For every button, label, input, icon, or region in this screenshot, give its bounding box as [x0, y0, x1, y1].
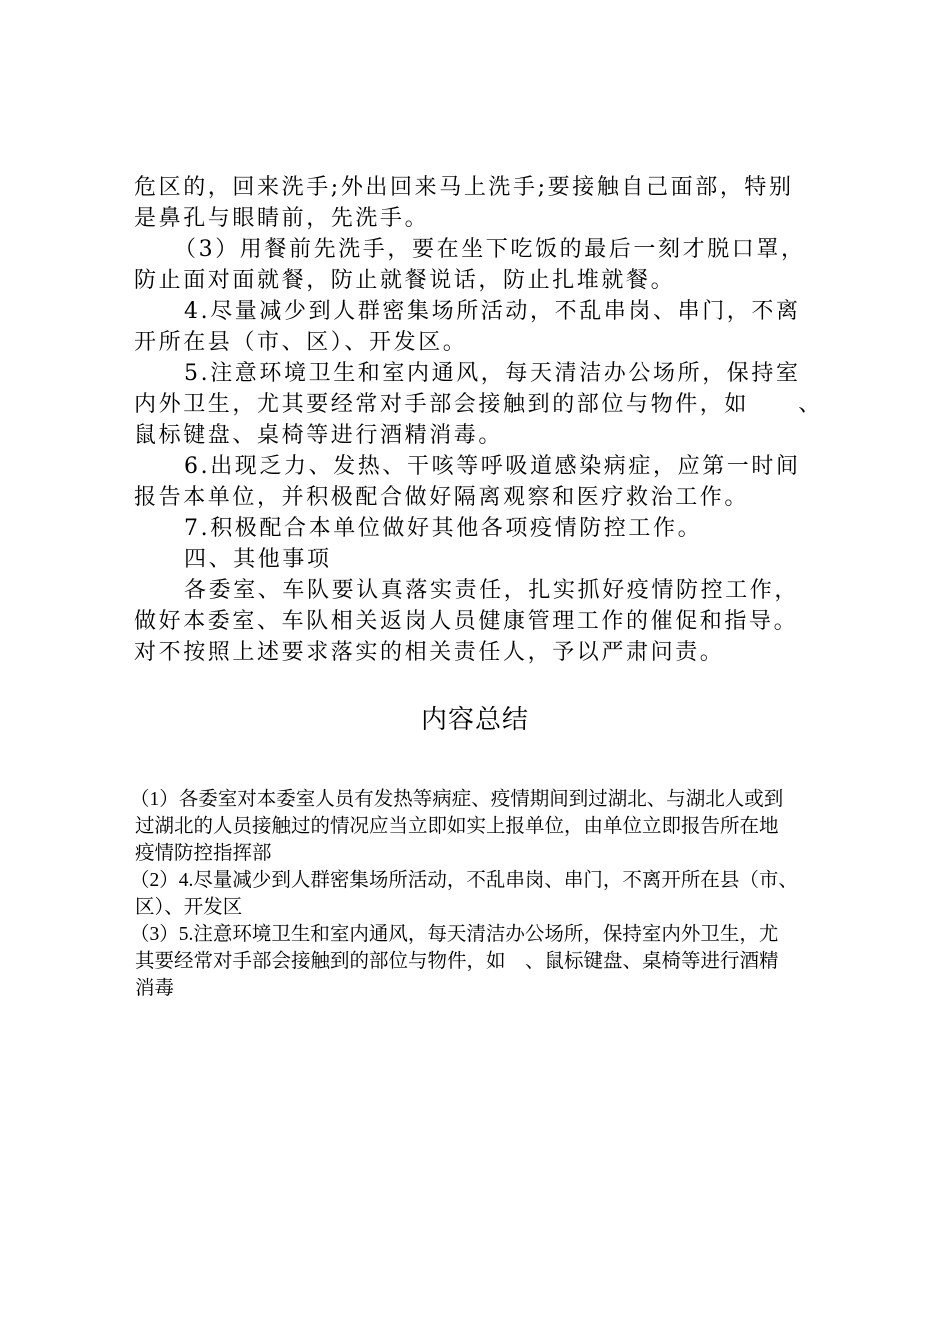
summary-line: （2）4.尽量减少到人群密集场所活动，不乱串岗、串门，不离开所在县（市、 [130, 870, 798, 891]
paragraph-line: 危区的，回来洗手;外出回来马上洗手;要接触自己面部，特别 [134, 175, 794, 200]
paragraph-line: 鼠标键盘、桌椅等进行酒精消毒。 [134, 423, 504, 448]
paragraph-line: 5.注意环境卫生和室内通风，每天清洁办公场所，保持室 [184, 361, 801, 386]
summary-line: 其要经常对手部会接触到的部位与物件，如 、鼠标键盘、桌椅等进行酒精 [135, 951, 779, 972]
paragraph-line: 是鼻孔与眼睛前，先洗手。 [134, 206, 430, 231]
paragraph-line: 4.尽量减少到人群密集场所活动，不乱串岗、串门，不离 [184, 299, 801, 324]
summary-list [130, 786, 850, 1002]
paragraph-line: 做好本委室、车队相关返岗人员健康管理工作的催促和指导。 [134, 609, 799, 634]
paragraph-line: 各委室、车队要认真落实责任，扎实抓好疫情防控工作， [184, 578, 800, 603]
summary-line: 消毒 [135, 978, 175, 999]
paragraph-line: （3）用餐前先洗手，要在坐下吃饭的最后一刻才脱口罩， [174, 237, 806, 262]
paragraph-line: 开所在县（市、区）、开发区。 [134, 330, 468, 355]
paragraph-line: 7.积极配合本单位做好其他各项疫情防控工作。 [184, 516, 703, 541]
paragraph-line: 对不按照上述要求落实的相关责任人，予以严肃问责。 [134, 640, 725, 665]
summary-line: 过湖北的人员接触过的情况应当立即如实上报单位，由单位立即报告所在地 [135, 816, 779, 837]
summary-line: 疫情防控指挥部 [135, 843, 272, 864]
section-heading: 四、其他事项 [184, 547, 332, 572]
summary-line: 区）、开发区 [135, 897, 243, 918]
paragraph-line: 6.出现乏力、发热、干咳等呼吸道感染病症，应第一时间 [184, 454, 801, 479]
paragraph-line: 内外卫生，尤其要经常对手部会接触到的部位与物件，如 、 [134, 392, 823, 417]
paragraph-line: 防止面对面就餐，防止就餐说话，防止扎堆就餐。 [134, 268, 676, 293]
summary-title: 内容总结 [420, 705, 529, 735]
summary-line: （3）5.注意环境卫生和室内通风，每天清洁办公场所，保持室内外卫生，尤 [130, 924, 779, 945]
paragraph-line: 报告本单位，并积极配合做好隔离观察和医疗救治工作。 [134, 485, 750, 510]
body-text [134, 172, 824, 668]
summary-line: （1）各委室对本委室人员有发热等病症、疫情期间到过湖北、与湖北人或到 [130, 789, 784, 810]
